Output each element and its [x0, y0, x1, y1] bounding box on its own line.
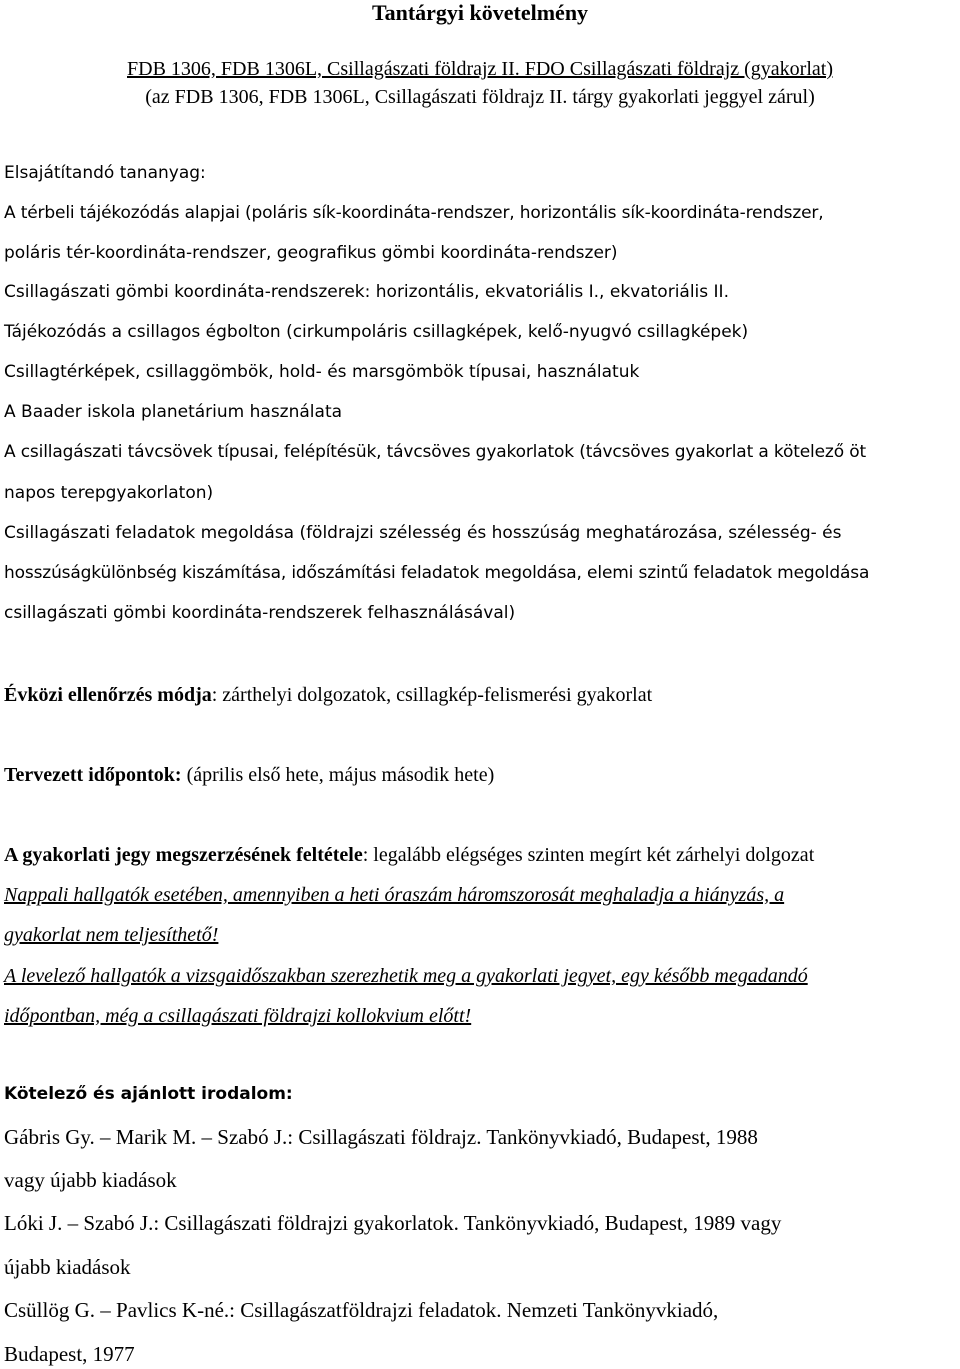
literature-item: Budapest, 1977 — [4, 1342, 135, 1366]
curriculum-line: poláris tér-koordináta-rendszer, geografikus gömbi koordináta-rendszer) — [4, 243, 618, 263]
curriculum-line: A csillagászati távcsövek típusai, felépítésük, távcsöves gyakorlatok (távcsöves gyakorlat a kötelező öt — [4, 442, 866, 462]
literature-item: újabb kiadások — [4, 1255, 131, 1279]
literature-item: Lóki J. – Szabó J.: Csillagászati földrajzi gyakorlatok. Tankönyvkiadó, Budapest, 1989 vagy — [4, 1211, 782, 1235]
curriculum-line: A Baader iskola planetárium használata — [4, 402, 343, 422]
schedule-label: Tervezett időpontok: — [4, 764, 182, 786]
assessment-text: : zárthelyi dolgozatok, csillagkép-felismerési gyakorlat — [211, 684, 653, 706]
schedule-line — [4, 765, 494, 785]
curriculum-line: csillagászati gömbi koordináta-rendszerek felhasználásával) — [4, 603, 516, 623]
curriculum-heading: Elsajátítandó tananyag: — [4, 163, 206, 183]
schedule-text: (április első hete, május második hete) — [181, 764, 495, 786]
daytime-students-note: gyakorlat nem teljesíthető! — [4, 924, 219, 946]
literature-heading: Kötelező és ajánlott irodalom: — [4, 1084, 293, 1104]
correspondence-students-note: időpontban, még a csillagászati földrajzi kollokvium előtt! — [4, 1005, 472, 1027]
assessment-line — [4, 685, 652, 705]
daytime-students-note: Nappali hallgatók esetében, amennyiben a heti óraszám háromszorosát meghaladja a hiányzás, a — [4, 884, 785, 906]
curriculum-line: hosszúságkülönbség kiszámítása, időszámítási feladatok megoldása, elemi szintű feladatok megoldása — [4, 563, 870, 583]
curriculum-line: Csillagtérképek, csillaggömbök, hold- és marsgömbök típusai, használatuk — [4, 362, 640, 382]
grade-condition-text: : legalább elégséges szinten megírt két zárhelyi dolgozat — [362, 844, 815, 866]
document-title: Tantárgyi követelmény — [371, 0, 589, 25]
course-note-line: (az FDB 1306, FDB 1306L, Csillagászati földrajz II. tárgy gyakorlati jeggyel zárul) — [145, 86, 815, 108]
curriculum-line: Tájékozódás a csillagos égbolton (cirkumpoláris csillagképek, kelő-nyugvó csillagképek) — [4, 322, 749, 342]
curriculum-line: Csillagászati feladatok megoldása (földrajzi szélesség és hosszúság meghatározása, szélesség- és — [4, 523, 842, 543]
literature-item: Gábris Gy. – Marik M. – Szabó J.: Csillagászati földrajz. Tankönyvkiadó, Budapest, 1988 — [4, 1125, 758, 1149]
correspondence-students-note: A levelező hallgatók a vizsgaidőszakban szerezhetik meg a gyakorlati jegyet, egy később megadandó — [4, 965, 808, 987]
curriculum-line: napos terepgyakorlaton) — [4, 483, 214, 503]
grade-condition-label: A gyakorlati jegy megszerzésének feltétele — [4, 844, 363, 866]
curriculum-line: Csillagászati gömbi koordináta-rendszerek: horizontális, ekvatoriális I., ekvatoriális II. — [4, 282, 729, 302]
assessment-label: Évközi ellenőrzés módja — [4, 684, 212, 706]
literature-item: Csüllög G. – Pavlics K-né.: Csillagászatföldrajzi feladatok. Nemzeti Tankönyvkiadó, — [4, 1298, 719, 1322]
course-codes-line: FDB 1306, FDB 1306L, Csillagászati földrajz II. FDO Csillagászati földrajz (gyakorlat) — [127, 58, 833, 80]
literature-item: vagy újabb kiadások — [4, 1168, 177, 1192]
curriculum-line: A térbeli tájékozódás alapjai (poláris sík-koordináta-rendszer, horizontális sík-koordináta-rendszer, — [4, 203, 824, 223]
grade-condition-line — [4, 845, 814, 865]
